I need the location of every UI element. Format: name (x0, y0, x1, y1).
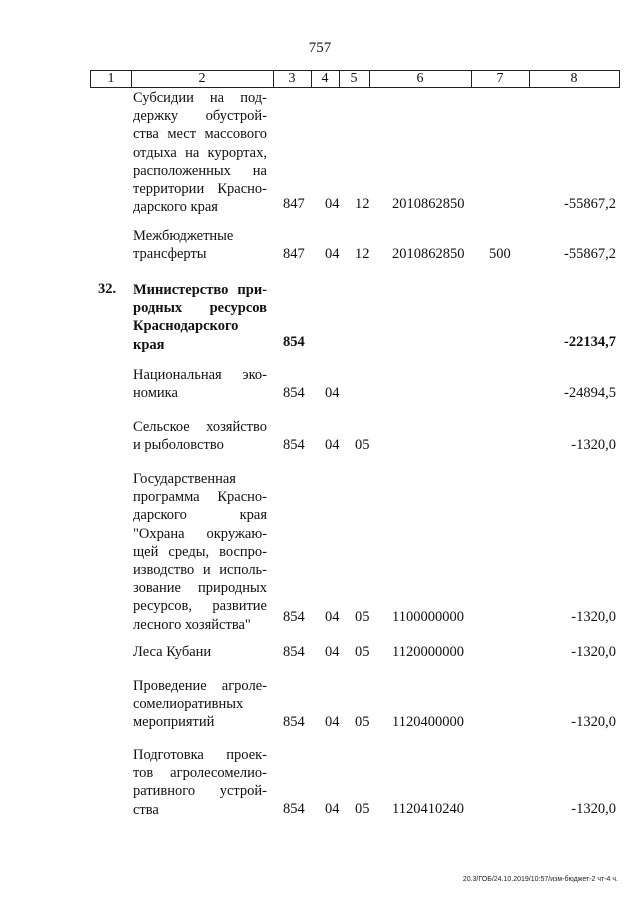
row-name (133, 227, 267, 263)
table-row (0, 643, 640, 661)
row-name-line: дарского края (133, 199, 218, 216)
header-col-2: 2 (198, 71, 206, 86)
cell-subsection: 05 (355, 644, 370, 660)
header-col-3: 3 (288, 71, 296, 86)
cell-amount: -22134,7 (564, 334, 616, 350)
row-name (133, 643, 267, 661)
row-name-line: Межбюджетные (133, 228, 234, 244)
table-row (0, 746, 640, 818)
row-name (133, 418, 267, 454)
cell-subsection: 05 (355, 609, 370, 625)
row-number: 32. (98, 281, 117, 297)
cell-ministry-code: 847 (283, 196, 305, 212)
cell-amount: -1320,0 (571, 644, 616, 660)
cell-section: 04 (325, 644, 340, 660)
row-name-line: тов агролесомелио- (133, 765, 267, 782)
row-name-line: ства мест массового (133, 126, 267, 143)
row-name-line: края (133, 336, 165, 353)
page-number: 757 (308, 40, 332, 56)
header-col-6: 6 (416, 71, 424, 86)
cell-section: 04 (325, 437, 340, 453)
row-name-line: программа Красно- (133, 489, 267, 506)
table-header (90, 70, 620, 88)
cell-section: 04 (325, 801, 340, 817)
row-name-line: изводство и исполь- (133, 562, 267, 579)
row-name (133, 677, 267, 732)
row-name-line: Министерство при- (133, 282, 267, 298)
row-name-line: трансферты (133, 246, 207, 263)
header-col-4: 4 (321, 71, 329, 86)
header-col-7: 7 (496, 71, 504, 86)
row-name (133, 89, 267, 216)
row-name-line: Леса Кубани (133, 644, 212, 660)
row-name-line: Проведение агроле- (133, 678, 267, 694)
cell-target-code: 1120400000 (392, 714, 464, 730)
row-name (133, 470, 267, 634)
cell-amount: -55867,2 (564, 246, 616, 262)
cell-ministry-code: 854 (283, 437, 305, 453)
row-name-line: и рыболовство (133, 437, 224, 454)
cell-expense-type: 500 (489, 246, 511, 262)
row-name-line: ресурсов, развитие (133, 598, 267, 615)
row-name-line: Сельское хозяйство (133, 419, 267, 435)
cell-subsection: 12 (355, 246, 370, 262)
row-name-line: Краснодарского (133, 318, 239, 335)
table-row (0, 470, 640, 633)
row-name-line: Государственная (133, 471, 236, 487)
cell-amount: -1320,0 (571, 714, 616, 730)
cell-target-code: 2010862850 (392, 196, 465, 212)
row-name-line: Национальная эко- (133, 367, 267, 383)
row-name-line: родных ресурсов (133, 300, 267, 317)
row-name-line: отдыха на курортах, (133, 144, 267, 161)
row-name-line: Подготовка проек- (133, 747, 267, 763)
header-col-8: 8 (570, 71, 578, 86)
table-row (0, 281, 640, 351)
cell-amount: -1320,0 (571, 609, 616, 625)
table-row (0, 366, 640, 402)
row-name (133, 281, 267, 354)
cell-ministry-code: 854 (283, 609, 305, 625)
cell-subsection: 12 (355, 196, 370, 212)
cell-subsection: 05 (355, 801, 370, 817)
cell-target-code: 1120410240 (392, 801, 464, 817)
table-row (0, 418, 640, 454)
row-name-line: зование природных (133, 580, 267, 597)
cell-amount: -1320,0 (571, 801, 616, 817)
header-col-1: 1 (107, 71, 115, 86)
cell-section: 04 (325, 246, 340, 262)
row-name-line: лесного хозяйства" (133, 616, 251, 633)
cell-ministry-code: 847 (283, 246, 305, 262)
cell-ministry-code: 854 (283, 385, 305, 401)
cell-ministry-code: 854 (283, 714, 305, 730)
row-name-line: мероприятий (133, 714, 215, 731)
header-col-5: 5 (350, 71, 358, 86)
row-name-line: расположенных на (133, 162, 267, 179)
cell-ministry-code: 854 (283, 801, 305, 817)
row-name-line: территории Красно- (133, 181, 267, 198)
cell-amount: -55867,2 (564, 196, 616, 212)
cell-section: 04 (325, 714, 340, 730)
row-name-line: "Охрана окружаю- (133, 525, 267, 542)
row-name (133, 746, 267, 819)
cell-section: 04 (325, 609, 340, 625)
row-name-line: номика (133, 385, 178, 402)
row-name-line: ства (133, 801, 159, 818)
row-name-line: Субсидии на под- (133, 90, 267, 106)
cell-ministry-code: 854 (283, 644, 305, 660)
row-name-line: щей среды, воспро- (133, 543, 267, 560)
cell-amount: -24894,5 (564, 385, 616, 401)
row-name-line: дарского края (133, 507, 267, 524)
cell-subsection: 05 (355, 714, 370, 730)
row-name-line: ративного устрой- (133, 783, 267, 800)
table-row (0, 677, 640, 731)
cell-amount: -1320,0 (571, 437, 616, 453)
table-row (0, 227, 640, 263)
table-row (0, 89, 640, 216)
cell-ministry-code: 854 (283, 334, 305, 350)
cell-target-code: 2010862850 (392, 246, 465, 262)
row-name-line: держку обустрой- (133, 108, 267, 125)
row-name-line: сомелиоративных (133, 696, 244, 713)
cell-subsection: 05 (355, 437, 370, 453)
cell-target-code: 1120000000 (392, 644, 464, 660)
footer-document-code: 20.3/ГОБ/24.10.2019/10:57/изм-бюджет-2 чт-4 ч. (462, 876, 618, 883)
cell-target-code: 1100000000 (392, 609, 464, 625)
row-name (133, 366, 267, 402)
cell-section: 04 (325, 196, 340, 212)
cell-section: 04 (325, 385, 340, 401)
